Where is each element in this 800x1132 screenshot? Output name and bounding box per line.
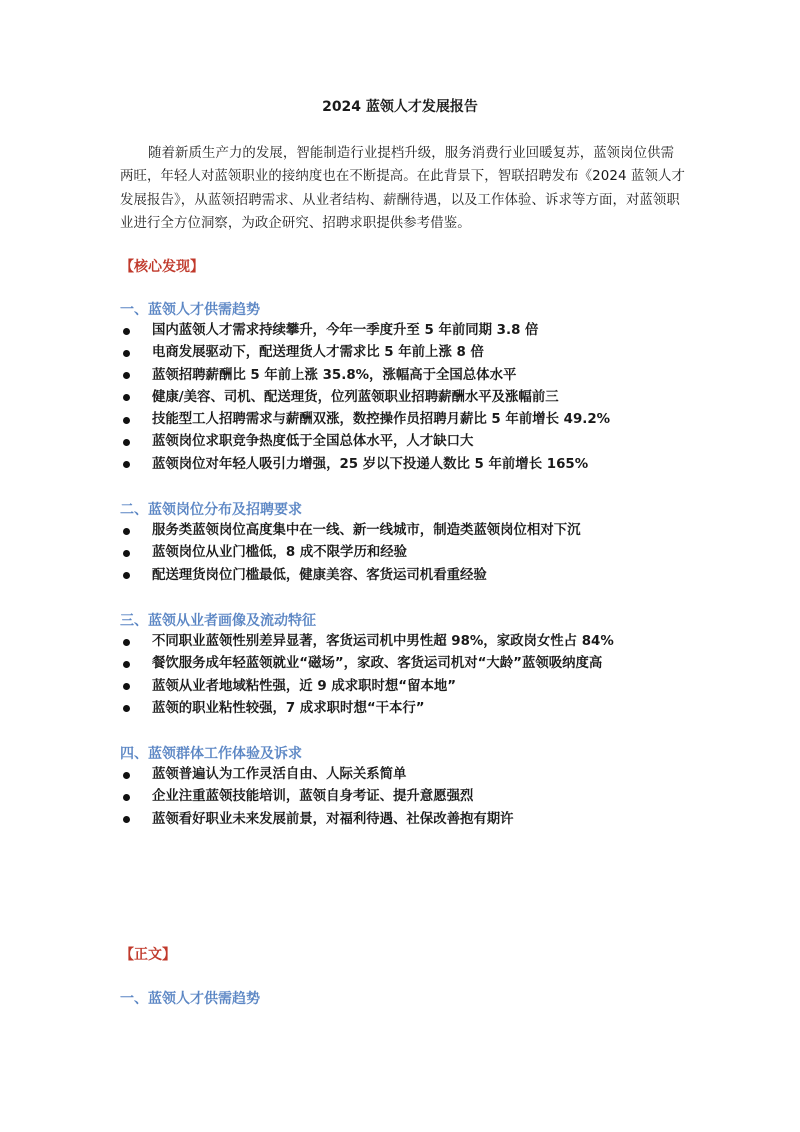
list-item: 蓝领岗位对年轻人吸引力增强，25 岁以下投递人数比 5 年前增长 165% [120,454,720,476]
section-heading-distribution: 二、蓝领岗位分布及招聘要求 [120,502,302,518]
section-list-distribution [120,520,720,587]
list-item: 蓝领招聘薪酬比 5 年前上涨 35.8%，涨幅高于全国总体水平 [120,365,720,387]
list-item: 国内蓝领人才需求持续攀升，今年一季度升至 5 年前同期 3.8 倍 [120,320,720,342]
list-item: 餐饮服务成年轻蓝领就业“磁场”，家政、客货运司机对“大龄”蓝领吸纳度高 [120,653,720,675]
section-list-profile [120,631,720,720]
section-list-experience [120,764,720,831]
list-item: 蓝领从业者地域粘性强，近 9 成求职时想“留本地” [120,676,720,698]
list-item: 配送理货岗位门槛最低，健康美容、客货运司机看重经验 [120,565,720,587]
section-heading-supply-demand: 一、蓝领人才供需趋势 [120,302,260,318]
list-item: 技能型工人招聘需求与薪酬双涨，数控操作员招聘月薪比 5 年前增长 49.2% [120,409,720,431]
document-title: 2024 蓝领人才发展报告 [322,99,478,115]
intro-paragraph: 随着新质生产力的发展，智能制造行业提档升级，服务消费行业回暖复苏，蓝领岗位供需两旺，年轻人对蓝领职业的接纳度也在不断提高。在此背景下，智联招聘发布《2024 蓝领人才发展报告》，从蓝领招聘需求、从业者结构、薪酬待遇，以及工作体验、诉求等方面，对蓝领职业进行全方位洞察，为政企研究、招聘求职提供参考借鉴。 [120,146,685,231]
list-item: 蓝领的职业粘性较强，7 成求职时想“干本行” [120,698,720,720]
section-heading-profile: 三、蓝领从业者画像及流动特征 [120,613,316,629]
section-heading-experience: 四、蓝领群体工作体验及诉求 [120,746,302,762]
list-item: 电商发展驱动下，配送理货人才需求比 5 年前上涨 8 倍 [120,342,720,364]
core-findings-label: 【核心发现】 [120,259,204,275]
list-item: 蓝领岗位求职竞争热度低于全国总体水平，人才缺口大 [120,431,720,453]
list-item: 蓝领岗位从业门槛低，8 成不限学历和经验 [120,542,720,564]
list-item: 蓝领看好职业未来发展前景，对福利待遇、社保改善抱有期许 [120,809,720,831]
list-item: 健康/美容、司机、配送理货，位列蓝领职业招聘薪酬水平及涨幅前三 [120,387,720,409]
list-item: 企业注重蓝领技能培训，蓝领自身考证、提升意愿强烈 [120,786,720,808]
list-item: 服务类蓝领岗位高度集中在一线、新一线城市，制造类蓝领岗位相对下沉 [120,520,720,542]
list-item: 不同职业蓝领性别差异显著，客货运司机中男性超 98%，家政岗女性占 84% [120,631,720,653]
section-list-supply-demand [120,320,720,476]
body-label: 【正文】 [120,947,176,963]
list-item: 蓝领普遍认为工作灵活自由、人际关系简单 [120,764,720,786]
body-first-heading: 一、蓝领人才供需趋势 [120,991,260,1007]
